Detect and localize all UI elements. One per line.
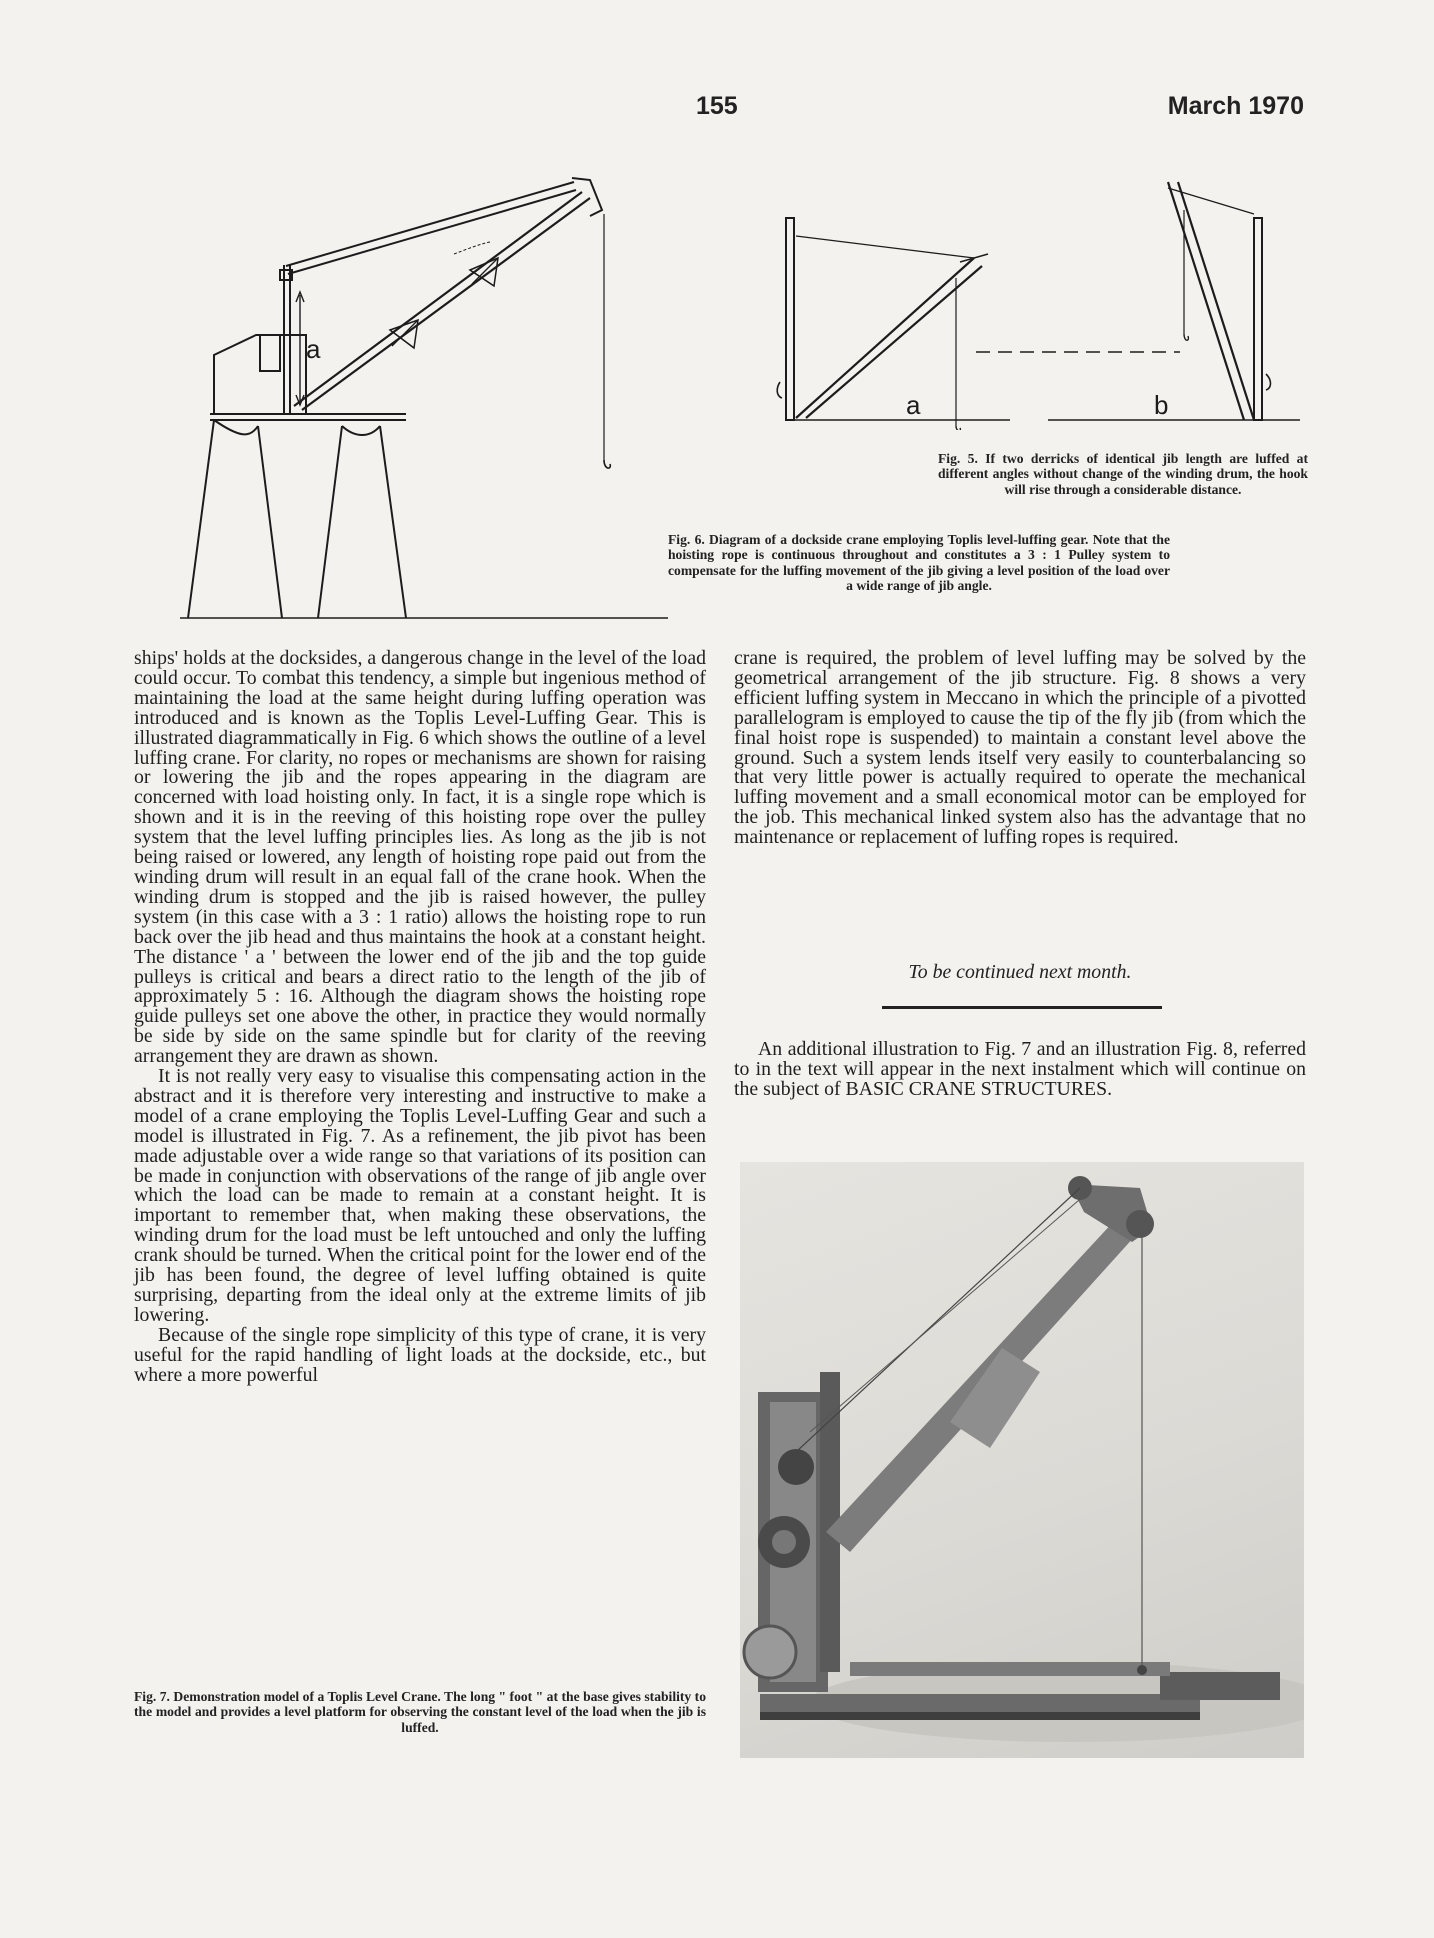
fig7-caption: Fig. 7. Demonstration model of a Toplis Level Crane. The long " foot " at the base gives stability to the model and provides a level platform for observing the constant level of the load when the jib is luffed. [134,1689,706,1735]
issue-date: March 1970 [1167,92,1304,120]
left-paragraph-3: Because of the single rope simplicity of this type of crane, it is very useful for the rapid handling of light loads at the dockside, etc., but where a more powerful [134,1323,706,1386]
left-paragraph-2: It is not really very easy to visualise this compensating action in the abstract and it is therefore very interesting and instructive to make a model of a crane employing the Toplis Level-Luffing Gear and such a model is illustrated in Fig. 7. As a refinement, the jib pivot has been made adjustable over a wide range so that variations of its position can be made in conjunction with observations of the range of jib angle over which the load can be made to remain at a constant height. It is important to remember that, when making these observations, the winding drum for the load must be left untouched and only the luffing crank should be turned. When the critical point for the lower end of the jib has been found, the degree of level luffing obtained is quite surprising, departing from the ideal only at the extreme limits of jib lowering. [134,1065,706,1326]
fig6-crane-diagram [170,170,670,630]
fig5-caption: Fig. 5. If two derricks of identical jib length are luffed at different angles without change of the winding drum, the hook will rise through a considerable distance. [938,451,1308,497]
left-column-text [134,649,706,1386]
fig7-model-drawing [740,1162,1304,1758]
fig6-caption: Fig. 6. Diagram of a dockside crane employing Toplis level-luffing gear. Note that the hoisting rope is continuous throughout and constitutes a 3 : 1 Pulley system to compensate for the luffing movement of the jib giving a level position of the load over a wide range of jib angle. [668,532,1170,594]
fig5-label-b: b [1154,390,1169,420]
additional-illustration-note: An additional illustration to Fig. 7 and an illustration Fig. 8, referred to in the text will appear in the next instalment which will continue on the subject of BASIC CRANE STRUCTURES. [734,1038,1306,1100]
right-column-text: crane is required, the problem of level luffing may be solved by the geometrical arrangement of the jib structure. Fig. 8 shows a very efficient luffing system in Meccano in which the principle of a pivotted parallelogram is employed to cause the tip of the fly jib (from which the final hoist rope is suspended) to maintain a constant level above the ground. Such a system lends itself very easily to counterbalancing so that very little power is actually required to operate the mechanical luffing movement and a small economical motor can be employed for the job. This mechanical linked system also has the advantage that no maintenance or replacement of luffing ropes is required. [734,647,1306,849]
fig6-label-a: a [306,334,321,364]
fig7-model-photo [740,1162,1304,1758]
continued-note: To be continued next month. [908,961,1132,983]
page-header [0,92,1434,126]
section-divider [882,1006,1162,1009]
page-number: 155 [696,92,738,120]
fig5-label-a: a [906,390,921,420]
left-paragraph-1: ships' holds at the docksides, a dangerous change in the level of the load could occur. To combat this tendency, a simple but ingenious method of maintaining the load at the same height during luffing operation was introduced and is known as the Toplis Level-Luffing Gear. This is illustrated diagrammatically in Fig. 6 which shows the outline of a level luffing crane. For clarity, no ropes or mechanisms are shown for raising or lowering the jib and the ropes appearing in the diagram are concerned with load hoisting only. In fact, it is a single rope which is shown and it is in the reeving of this hoisting rope over the pulley system that the level luffing principles lies. As long as the jib is not being raised or lowered, any length of hoisting rope paid out from the winding drum will result in an equal fall of the crane hook. When the winding drum is stopped and the jib is raised however, the pulley system (in this case with a 3 : 1 ratio) allows the hoisting rope to run back over the jib head and thus maintains the hook at a constant height. The distance ' a ' between the lower end of the jib and the top guide pulleys is critical and bears a direct ratio to the length of the jib of approximately 5 : 16. Although the diagram shows the hoisting rope guide pulleys set one above the other, in practice they would normally be side by side on the same spindle but for clarity of the reeving arrangement they are drawn as shown. [134,647,706,1068]
fig5-derricks-diagram [760,170,1300,430]
